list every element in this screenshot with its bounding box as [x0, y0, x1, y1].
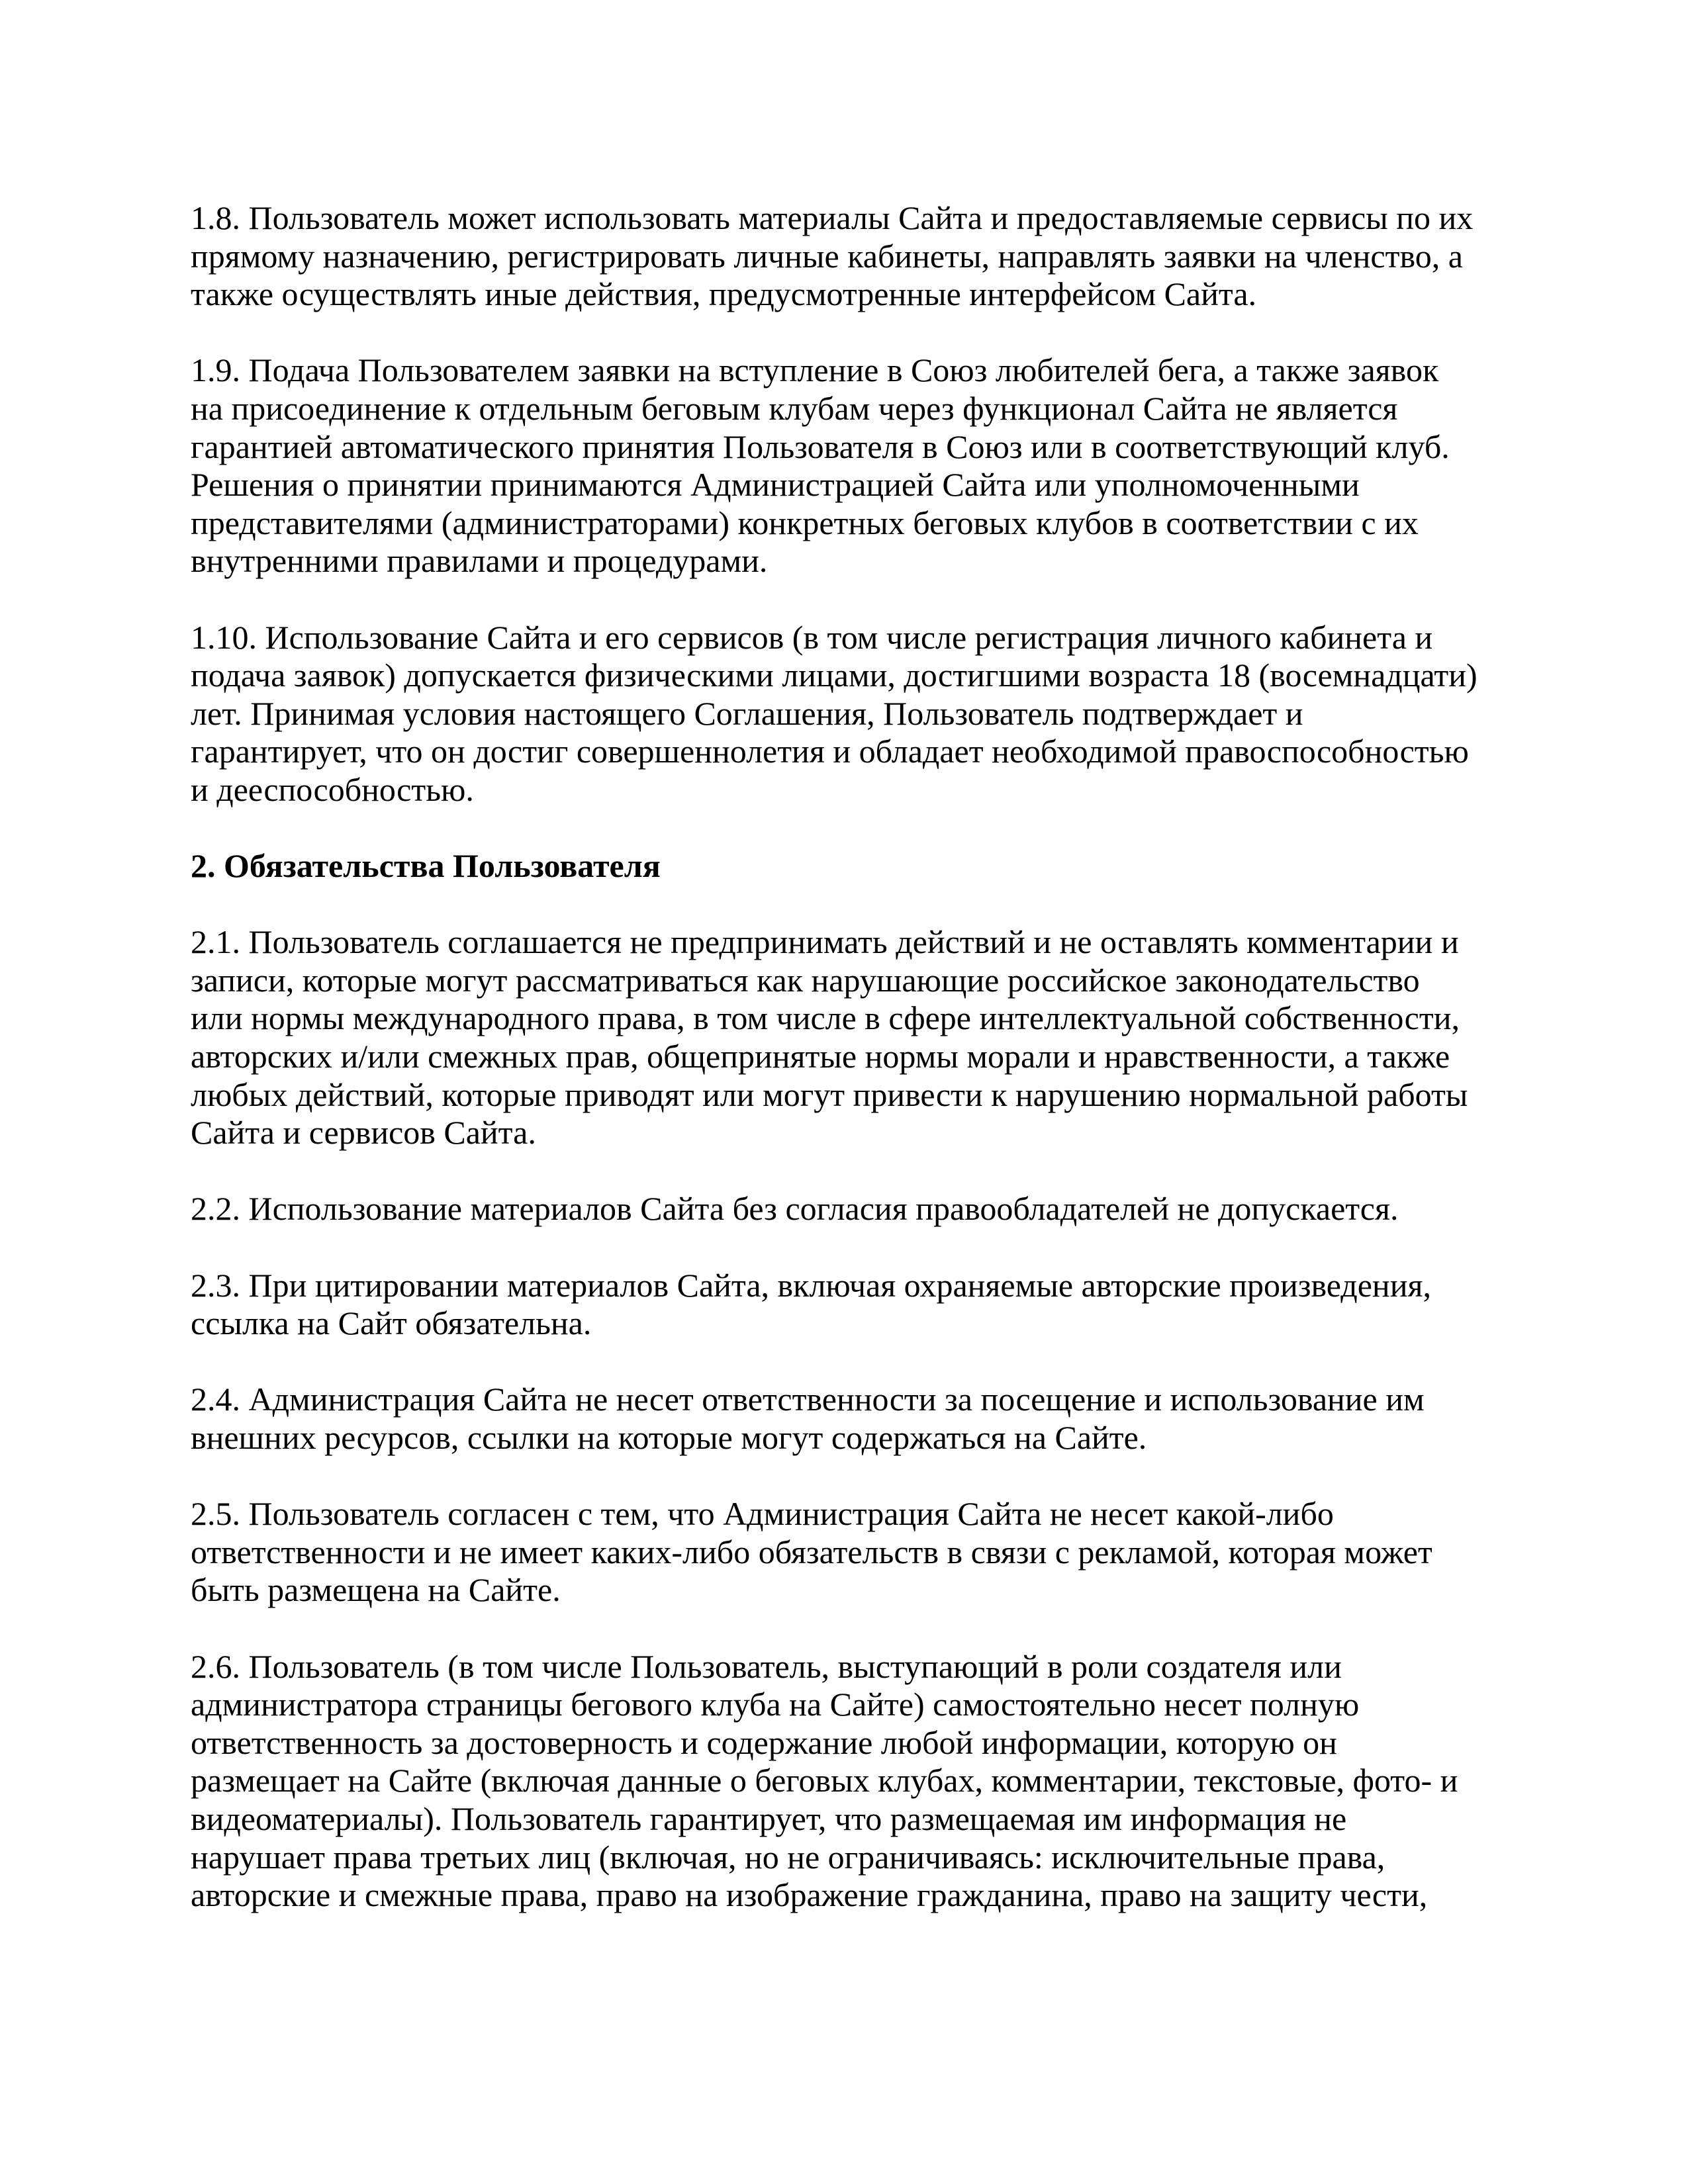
clause-2-6	[191, 1648, 1491, 1915]
text-line: 1.9. Подача Пользователем заявки на вступление в Союз любителей бега, а также заявок	[191, 351, 1439, 389]
text-line: гарантирует, что он достиг совершеннолетия и обладает необходимой правоспособностью	[191, 733, 1469, 770]
text-line: администратора страницы бегового клуба на Сайте) самостоятельно несет полную	[191, 1686, 1360, 1723]
clause-2-2	[191, 1190, 1491, 1228]
heading-line: 2. Обязательства Пользователя	[191, 847, 661, 885]
clause-1-8	[191, 199, 1491, 314]
text-line: любых действий, которые приводят или могут привести к нарушению нормальной работы	[191, 1075, 1468, 1113]
text-line: прямому назначению, регистрировать личные кабинеты, направлять заявки на членство, а	[191, 237, 1463, 275]
text-line: подача заявок) допускается физическими лицами, достигшими возраста 18 (восемнадцати)	[191, 657, 1477, 694]
text-line: 2.5. Пользователь согласен с тем, что Администрация Сайта не несет какой-либо	[191, 1495, 1334, 1533]
text-line: ответственности и не имеет каких-либо обязательств в связи с рекламой, которая может	[191, 1533, 1432, 1570]
document-content	[191, 199, 1491, 1952]
clause-1-9	[191, 351, 1491, 580]
clause-2-3	[191, 1267, 1491, 1343]
text-line: 2.3. При цитировании материалов Сайта, включая охраняемые авторские произведения,	[191, 1266, 1431, 1304]
clause-2-4	[191, 1381, 1491, 1457]
text-line: внутренними правилами и процедурами.	[191, 542, 768, 580]
text-line: лет. Принимая условия настоящего Соглашения, Пользователь подтверждает и	[191, 694, 1303, 732]
clause-1-10	[191, 619, 1491, 809]
text-line: также осуществлять иные действия, предусмотренные интерфейсом Сайта.	[191, 275, 1257, 313]
text-line: 2.6. Пользователь (в том числе Пользователь, выступающий в роли создателя или	[191, 1647, 1342, 1685]
text-line: ответственность за достоверность и содержание любой информации, которую он	[191, 1723, 1337, 1761]
text-line: 2.1. Пользователь соглашается не предпринимать действий и не оставлять комментарии и	[191, 923, 1459, 961]
clause-2-1	[191, 923, 1491, 1152]
text-line: и дееспособностью.	[191, 770, 474, 808]
text-line: представителями (администраторами) конкретных беговых клубов в соответствии с их	[191, 504, 1419, 541]
text-line: или нормы международного права, в том числе в сфере интеллектуальной собственности,	[191, 999, 1460, 1037]
text-line: быть размещена на Сайте.	[191, 1571, 561, 1609]
text-line: авторские и смежные права, право на изображение гражданина, право на защиту чести,	[191, 1876, 1428, 1914]
text-line: Решения о принятии принимаются Администрацией Сайта или уполномоченными	[191, 466, 1360, 504]
text-line: размещает на Сайте (включая данные о беговых клубах, комментарии, текстовые, фото- и	[191, 1762, 1458, 1799]
text-line: авторских и/или смежных прав, общепринятые нормы морали и нравственности, а также	[191, 1038, 1450, 1075]
text-line: гарантией автоматического принятия Пользователя в Союз или в соответствующий клуб.	[191, 428, 1450, 465]
text-line: записи, которые могут рассматриваться как нарушающие российское законодательство	[191, 961, 1420, 999]
text-line: 2.2. Использование материалов Сайта без согласия правообладателей не допускается.	[191, 1190, 1399, 1228]
text-line: нарушает права третьих лиц (включая, но не ограничиваясь: исключительные права,	[191, 1838, 1385, 1876]
text-line: ссылка на Сайт обязательна.	[191, 1304, 592, 1342]
section-2-heading	[191, 847, 1491, 886]
text-line: внешних ресурсов, ссылки на которые могут содержаться на Сайте.	[191, 1419, 1147, 1456]
clause-2-5	[191, 1495, 1491, 1610]
text-line: 2.4. Администрация Сайта не несет ответственности за посещение и использование им	[191, 1381, 1425, 1418]
text-line: Сайта и сервисов Сайта.	[191, 1114, 536, 1152]
text-line: 1.8. Пользователь может использовать материалы Сайта и предоставляемые сервисы по их	[191, 199, 1474, 236]
text-line: на присоединение к отдельным беговым клубам через функционал Сайта не является	[191, 389, 1398, 427]
text-line: видеоматериалы). Пользователь гарантирует, что размещаемая им информация не	[191, 1799, 1347, 1837]
text-line: 1.10. Использование Сайта и его сервисов (в том числе регистрация личного кабинета и	[191, 618, 1433, 656]
